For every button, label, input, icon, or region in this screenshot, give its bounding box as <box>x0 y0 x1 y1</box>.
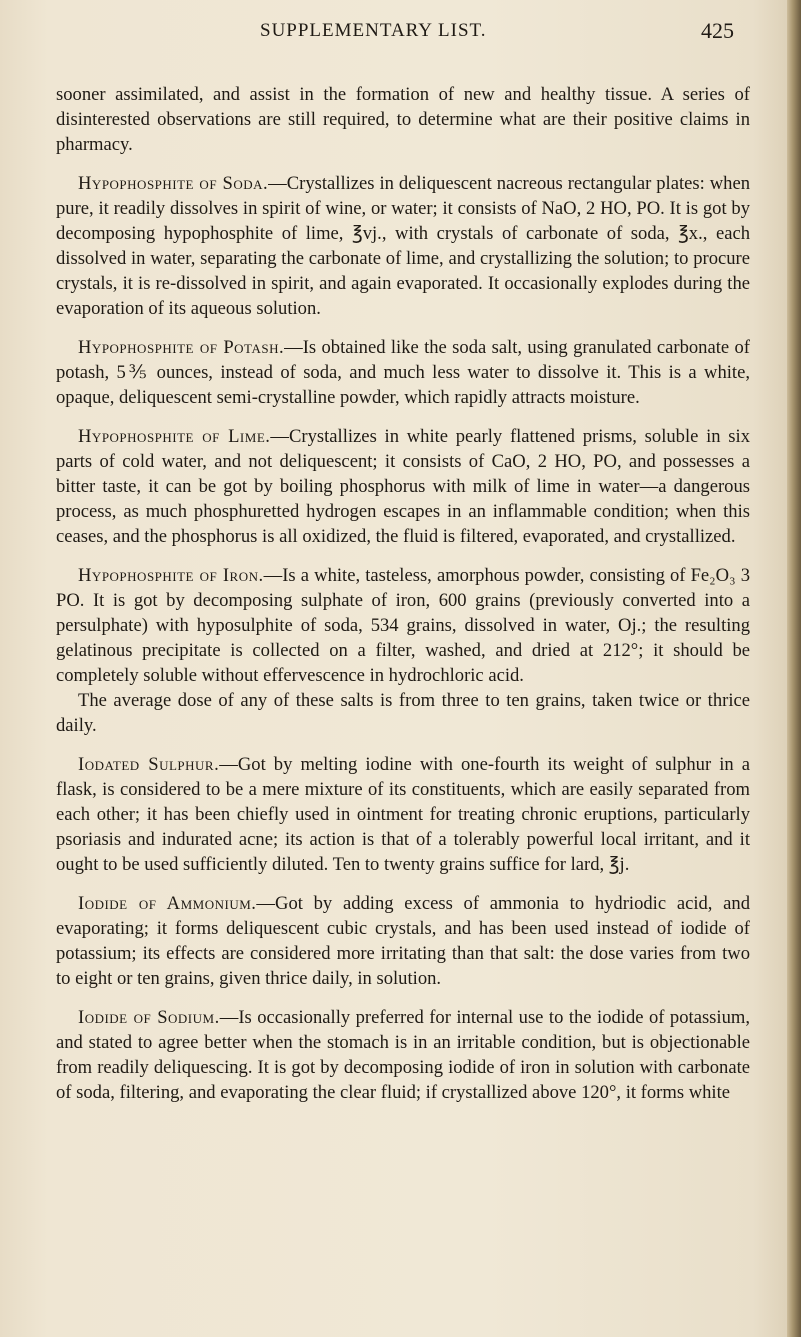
paragraph-text: sooner assimilated, and assist in the formation of new and healthy tissue. A series of disinterested observations are still required, to determine what are their positive claims in pharmacy. <box>56 84 750 155</box>
entry-text: —Got by melting iodine with one-fourth its weight of sulphur in a flask, is considered to be a mere mixture of its constituents, which are easily separated from each other; it has been chiefly used in ointment for treating chronic eruptions, particularly psoriasis and indurated acne; its action is that of a tolerably powerful local irritant, and it ought to be used sufficiently diluted. Ten to twenty grains suffice for lard, ℥j. <box>56 754 750 875</box>
entry-hypophosphite-of-soda <box>56 171 750 321</box>
entry-iodide-of-ammonium <box>56 891 750 991</box>
entry-heading: Iodated Sulphur. <box>78 754 220 775</box>
entry-heading: Iodide of Sodium. <box>78 1007 220 1028</box>
entry-hypophosphite-of-lime <box>56 424 750 549</box>
paragraph-intro-continuation <box>56 82 750 157</box>
entry-hypophosphite-of-iron <box>56 563 750 688</box>
entry-iodide-of-sodium <box>56 1005 750 1105</box>
paragraph-text: The average dose of any of these salts is from three to ten grains, taken twice or thrice daily. <box>56 690 750 736</box>
page-body <box>56 82 750 1119</box>
entry-text: —Got by adding excess of ammonia to hydriodic acid, and evaporating; it forms deliquescent cubic crystals, and has been used instead of iodide of potassium; its effects are considered more irritating than that salt: the dose varies from two to eight or ten grains, given thrice daily, in solution. <box>56 893 751 989</box>
entry-text: —Is obtained like the soda salt, using granulated carbonate of potash, 5⅗ ounces, instead of soda, and much less water to dissolve it. This is a white, opaque, deliquescent semi-crystalline powder, which rapidly attracts moisture. <box>56 337 750 408</box>
entry-text: —Crystallizes in deliquescent nacreous rectangular plates: when pure, it readily dissolves in spirit of wine, or water; it consists of NaO, 2 HO, PO. It is got by decomposing hypophosphite of lime, ℥vj., with crystals of carbonate of soda, ℥x., each dissolved in water, separating the carbonate of lime, and crystallizing the solution; to procure crystals, it is re-dissolved in spirit, and again evaporated. It occasionally explodes during the evaporation of its aqueous solution. <box>56 173 750 319</box>
book-spine-edge <box>787 0 801 1337</box>
entry-heading: Hypophosphite of Soda. <box>78 173 269 194</box>
entry-heading: Hypophosphite of Lime. <box>78 426 271 447</box>
running-header <box>60 16 740 46</box>
entry-iodated-sulphur <box>56 752 750 877</box>
entry-heading: Hypophosphite of Iron. <box>78 565 264 586</box>
entry-text: —Is a white, tasteless, amorphous powder, consisting of Fe₂O₃ 3 PO. It is got by decomposing sulphate of iron, 600 grains (previously converted into a persulphate) with hyposulphite of soda, 534 grains, dissolved in water, Oj.; the resulting gelatinous precipitate is collected on a filter, washed, and dried at 212°; it should be completely soluble without effervescence in hydrochloric acid. <box>56 565 750 686</box>
entry-text: —Is occasionally preferred for internal use to the iodide of potassium, and stated to agree better when the stomach is in an irritable condition, but is objectionable from readily deliquescing. It is got by decomposing iodide of iron in solution with carbonate of soda, filtering, and evaporating the clear fluid; if crystallized above 120°, it forms white <box>56 1007 750 1103</box>
entry-heading: Hypophosphite of Potash. <box>78 337 285 358</box>
paragraph-average-dose <box>56 688 750 738</box>
entry-text: —Crystallizes in white pearly flattened prisms, soluble in six parts of cold water, and not deliquescent; it consists of CaO, 2 HO, PO, and possesses a bitter taste, it can be got by boiling phosphorus with milk of lime in water—a dangerous process, as much phosphuretted hydrogen escapes in an inflammable condition; when this ceases, and the phosphorus is all oxidized, the fluid is filtered, evaporated, and crystallized. <box>56 426 751 547</box>
entry-heading: Iodide of Ammonium. <box>78 893 257 914</box>
page-number: 425 <box>701 18 734 43</box>
entry-hypophosphite-of-potash <box>56 335 750 410</box>
running-title: SUPPLEMENTARY LIST. <box>260 20 487 41</box>
